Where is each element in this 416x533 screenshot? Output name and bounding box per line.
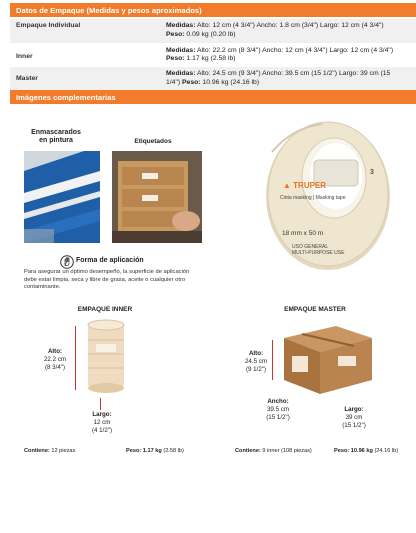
tape-use: USO GENERAL MULTI-PURPOSE USE: [292, 244, 345, 256]
row-value: Medidas: Alto: 22.2 cm (8 3/4") Ancho: 12 cm (4 3/4") Largo: 12 cm (4 3/4") Peso: 1.17 kg (2.58 lb): [166, 46, 394, 63]
inner-length-line: [100, 398, 101, 410]
inner-largo-label: Largo: 12 cm (4 1/2"): [91, 411, 113, 434]
master-largo-label: Largo: 39 cm (15 1/2"): [342, 406, 366, 429]
tape-number: 3: [370, 169, 374, 176]
row-value: Medidas: Alto: 24.5 cm (9 3/4") Ancho: 39.5 cm (15 1/2") Largo: 39 cm (15 1/4") Peso: 10.96 kg (24.16 lb): [160, 67, 416, 91]
master-contiene: Contiene: 9 inner (108 piezas): [235, 448, 312, 454]
master-title: EMPAQUE MASTER: [284, 306, 346, 313]
packaging-table: [10, 19, 416, 91]
masking-image: [24, 151, 100, 243]
row-label: Empaque Individual: [10, 19, 160, 43]
tape-size: 18 mm x 50 m: [282, 230, 324, 237]
inner-package-image: [80, 318, 132, 394]
master-alto-label: Alto: 24.5 cm (9 1/2"): [244, 350, 267, 373]
inner-contiene: Contiene: 12 piezas: [24, 448, 76, 454]
truper-icon: ▲: [283, 181, 291, 190]
complementary-header: Imágenes complementarias: [10, 90, 416, 104]
tape-text: Cinta masking | Masking tape: [280, 195, 346, 201]
table-row: [10, 67, 416, 91]
inner-title: EMPAQUE INNER: [77, 306, 133, 313]
inner-peso: Peso: 1.17 kg (2.58 lb): [126, 448, 184, 454]
inner-alto-label: Alto: 22.2 cm (8 3/4"): [43, 348, 66, 371]
labeling-caption: Etiquetados: [134, 138, 172, 145]
labeling-image: [112, 151, 202, 243]
master-height-line: [272, 340, 273, 380]
inner-height-line: [75, 326, 76, 390]
row-label: Inner: [16, 52, 33, 60]
masking-caption: Enmascarados en pintura: [31, 129, 81, 145]
table-row: [10, 19, 416, 43]
table-row: [10, 43, 416, 68]
master-box-image: [278, 322, 378, 398]
master-peso: Peso: 10.96 kg (24.16 lb): [334, 448, 399, 454]
tape-brand-logo: ▲ TRUPER: [283, 181, 327, 190]
packaging-header: Datos de Empaque (Medidas y pesos aproximados): [10, 3, 416, 17]
row-label: Master: [10, 67, 160, 91]
hand-icon: [60, 255, 74, 269]
row-value: Medidas: Alto: 12 cm (4 3/4") Ancho: 1.8 cm (3/4") Largo: 12 cm (4 3/4") Peso: 0.09 kg (0.20 lb): [160, 19, 416, 43]
master-ancho-label: Ancho: 39.5 cm (15 1/2"): [266, 398, 290, 421]
application-text: Para asegurar un óptimo desempeño, la superficie de aplicación debe estar limpia, seca y libre de grasa, aceite o cualquier otro contaminante.: [24, 269, 190, 291]
application-title: Forma de aplicación: [76, 257, 144, 264]
